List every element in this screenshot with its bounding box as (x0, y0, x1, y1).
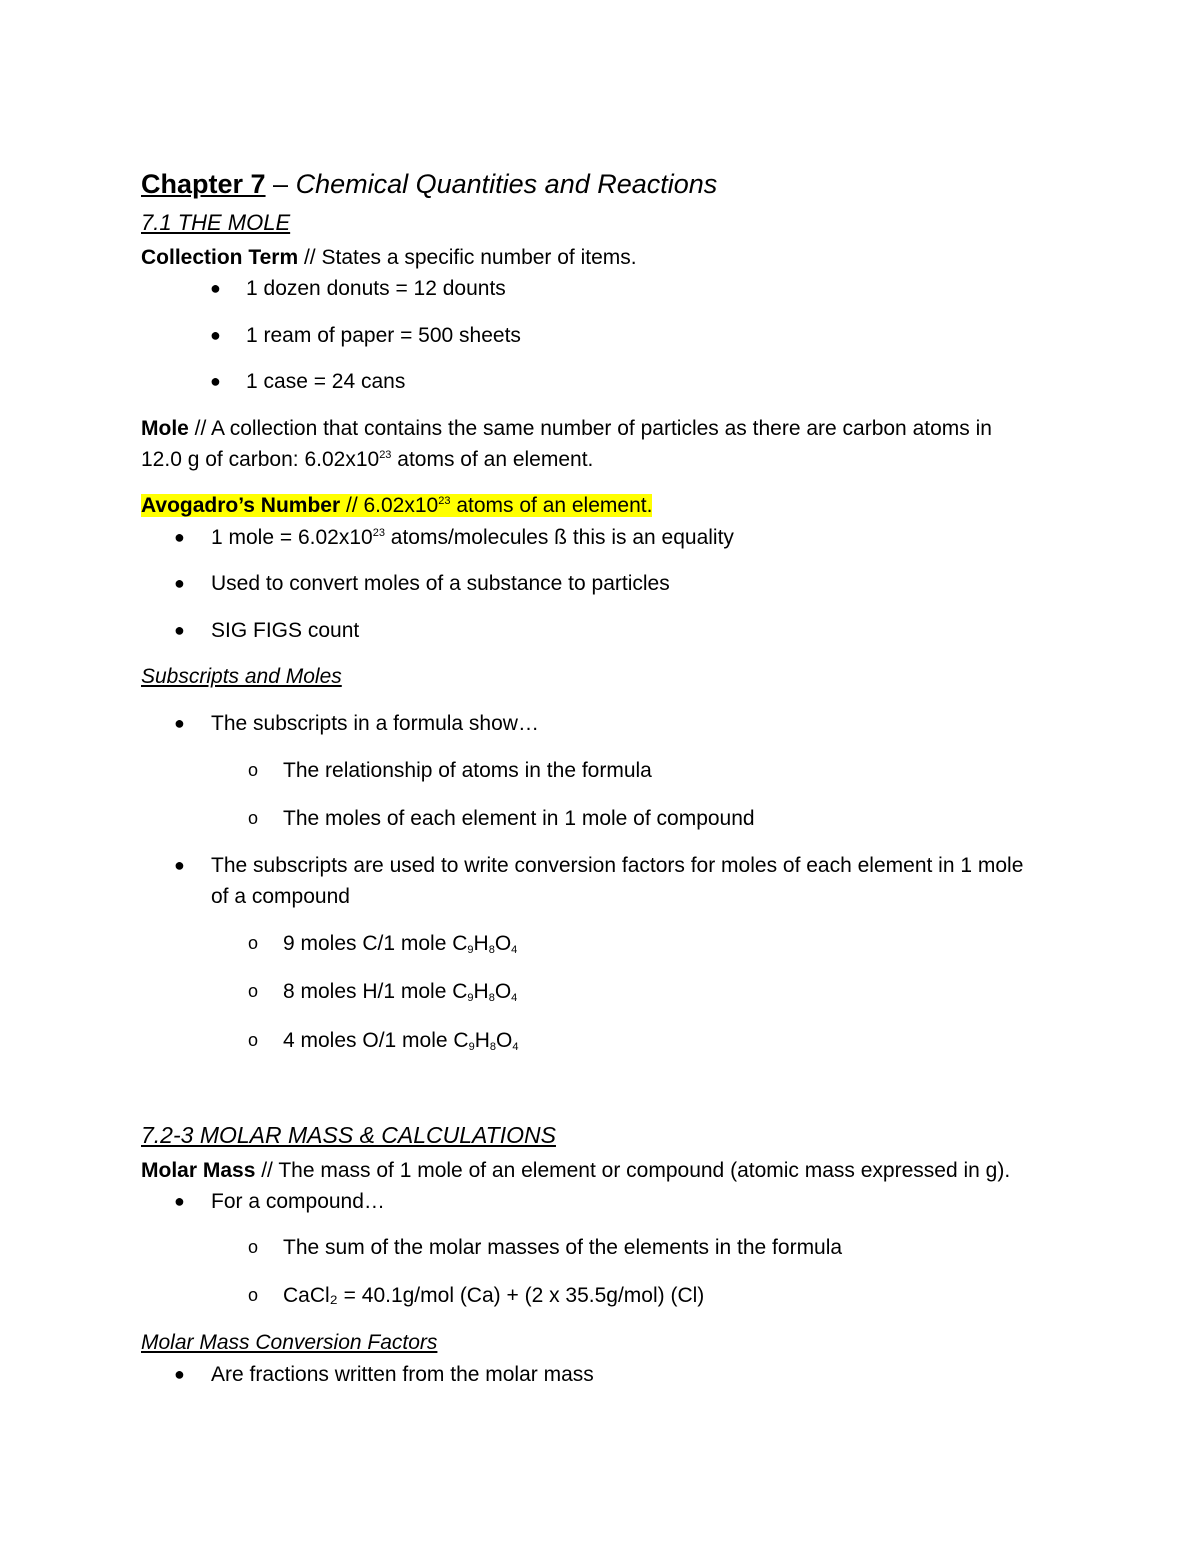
factor-text: H (473, 932, 489, 955)
mole-definition-text: 12.0 g of carbon: 6.02x10 (141, 448, 380, 471)
factor-text: H (474, 1029, 490, 1052)
highlight (141, 494, 652, 517)
point-text: 1 mole = 6.02x10 (211, 526, 373, 549)
bullet-icon: ● (174, 713, 185, 733)
collection-example: 1 case = 24 cans (246, 370, 406, 393)
collection-example: 1 dozen donuts = 12 dounts (246, 277, 506, 300)
factor-text: 9 moles C/1 mole C (283, 932, 468, 955)
avogadro-point: SIG FIGS count (211, 619, 360, 642)
factor-text: O (496, 1029, 513, 1052)
molar-mass-term: Molar Mass (141, 1159, 256, 1182)
bullet-icon: ● (210, 278, 221, 298)
bullet-icon: ● (210, 371, 221, 391)
subheading-subscripts: Subscripts and Moles (141, 665, 342, 688)
chapter-subtitle: Chemical Quantities and Reactions (295, 169, 718, 199)
exponent: 23 (438, 495, 451, 507)
mole-definition-text: atoms of an element. (391, 448, 594, 471)
conversion-point: Are fractions written from the molar mass (211, 1363, 594, 1386)
mole-term: Mole (141, 417, 189, 440)
bullet-icon: ● (174, 620, 185, 640)
bullet-icon: ● (174, 527, 185, 547)
compound-subpoint: The sum of the molar masses of the elements in the formula (283, 1236, 843, 1259)
avogadro-text: atoms of an element. (450, 494, 653, 517)
molar-mass-definition (141, 1158, 1010, 1183)
collection-term: Collection Term (141, 246, 299, 269)
point-text: atoms/molecules ß this is an equality (384, 526, 734, 549)
factor-text: 8 moles H/1 mole C (283, 980, 468, 1003)
avogadro-text: // 6.02x10 (340, 494, 439, 517)
mole-definition-line2 (141, 447, 593, 472)
bullet-icon: ● (210, 325, 221, 345)
bullet-icon: ● (174, 573, 185, 593)
subscript: 8 (488, 992, 495, 1004)
avogadro-point: Used to convert moles of a substance to particles (211, 572, 670, 595)
subscript: 8 (489, 1041, 496, 1053)
mole-definition-line1 (141, 416, 992, 441)
collection-definition: // States a specific number of items. (298, 246, 637, 269)
exponent: 23 (372, 527, 385, 539)
circle-bullet-icon: o (248, 808, 259, 828)
compound-subpoint: CaCl₂ = 40.1g/mol (Ca) + (2 x 35.5g/mol) (Cl) (283, 1284, 705, 1307)
subscripts-subpoint: The relationship of atoms in the formula (283, 759, 652, 782)
circle-bullet-icon: o (248, 981, 259, 1001)
mole-definition: // A collection that contains the same number of particles as there are carbon atoms in (188, 417, 992, 440)
exponent: 23 (379, 449, 392, 461)
subscript: 4 (512, 1041, 519, 1053)
subscript: 9 (468, 1041, 475, 1053)
conversion-factor (283, 979, 517, 1004)
subheading-conversion-factors: Molar Mass Conversion Factors (141, 1331, 438, 1354)
subscripts-point-continued: of a compound (211, 885, 350, 908)
subscript: 9 (467, 944, 474, 956)
subscripts-subpoint: The moles of each element in 1 mole of compound (283, 807, 755, 830)
subscripts-point: The subscripts in a formula show… (211, 712, 539, 735)
factor-text: O (494, 932, 512, 955)
molar-mass-text: // The mass of 1 mole of an element or compound (atomic mass expressed in g). (255, 1159, 1011, 1182)
collection-example: 1 ream of paper = 500 sheets (246, 324, 521, 347)
factor-text: O (494, 980, 512, 1003)
compound-point: For a compound… (211, 1190, 385, 1213)
bullet-icon: ● (174, 1191, 185, 1211)
subscript: 4 (511, 944, 518, 956)
section-heading-mole: 7.1 THE MOLE (141, 210, 291, 235)
circle-bullet-icon: o (248, 1030, 259, 1050)
conversion-factor (283, 931, 517, 956)
subscript: 9 (467, 992, 474, 1004)
avogadro-definition (141, 493, 652, 518)
circle-bullet-icon: o (248, 1237, 259, 1257)
bullet-icon: ● (174, 1364, 185, 1384)
circle-bullet-icon: o (248, 1285, 259, 1305)
factor-text: 4 moles O/1 mole C (283, 1029, 469, 1052)
section-heading-molar-mass: 7.2-3 MOLAR MASS & CALCULATIONS (141, 1122, 556, 1148)
title-dash: – (265, 169, 296, 199)
subscript: 4 (511, 992, 518, 1004)
circle-bullet-icon: o (248, 933, 259, 953)
avogadro-term: Avogadro’s Number (141, 494, 341, 517)
collection-term-definition (141, 245, 637, 270)
chapter-number: Chapter 7 (141, 169, 266, 199)
subscripts-point: The subscripts are used to write conversion factors for moles of each element in 1 mole (211, 854, 1024, 877)
circle-bullet-icon: o (248, 760, 259, 780)
bullet-icon: ● (174, 855, 185, 875)
subscript: 8 (488, 944, 495, 956)
factor-text: H (473, 980, 489, 1003)
conversion-factor (283, 1028, 518, 1053)
avogadro-point (211, 525, 734, 550)
chapter-title (141, 168, 717, 200)
